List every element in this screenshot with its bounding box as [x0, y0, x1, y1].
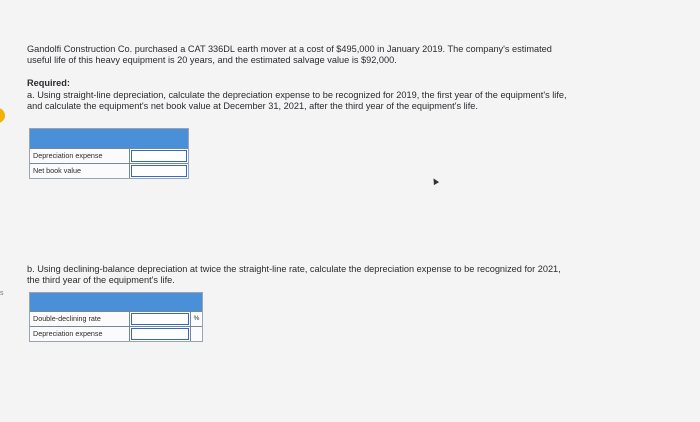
left-margin-text: s	[0, 290, 4, 297]
net-book-value-label: Net book value	[30, 164, 130, 178]
question-indicator-tab	[0, 108, 5, 123]
depreciation-expense-input[interactable]	[131, 328, 189, 340]
double-declining-rate-input[interactable]	[131, 313, 189, 325]
table-header-bar	[30, 129, 188, 149]
depreciation-expense-input-cell[interactable]	[130, 327, 190, 341]
part-b-line-2: the third year of the equipment's life.	[27, 275, 175, 285]
net-book-value-input-cell[interactable]	[130, 164, 188, 178]
part-a-line-2: and calculate the equipment's net book value at December 31, 2021, after the third year of the equipment's life.	[27, 101, 478, 111]
depreciation-expense-input[interactable]	[131, 150, 187, 162]
depreciation-expense-label: Depreciation expense	[30, 149, 130, 163]
part-a-instructions	[27, 90, 637, 112]
table-header-bar	[30, 293, 202, 312]
problem-statement-line-2: useful life of this heavy equipment is 20 years, and the estimated salvage value is $92,000.	[27, 55, 397, 65]
table-row	[30, 312, 202, 327]
table-row	[30, 149, 188, 164]
part-b-answer-table	[29, 292, 203, 342]
double-declining-rate-label: Double-declining rate	[30, 312, 130, 326]
part-a-answer-table	[29, 128, 189, 179]
table-row	[30, 164, 188, 178]
part-b-instructions	[27, 264, 627, 286]
problem-statement	[27, 44, 627, 66]
part-b-line-1: b. Using declining-balance depreciation at twice the straight-line rate, calculate the depreciation expense to be recognized for 2021,	[27, 264, 561, 274]
part-a-line-1: a. Using straight-line depreciation, calculate the depreciation expense to be recognized for 2019, the first year of the equipment's life,	[27, 90, 567, 100]
mouse-pointer-icon	[431, 177, 439, 185]
percent-unit: %	[190, 312, 202, 326]
table-row	[30, 327, 202, 341]
net-book-value-input[interactable]	[131, 165, 187, 177]
problem-statement-line-1: Gandolfi Construction Co. purchased a CAT 336DL earth mover at a cost of $495,000 in January 2019. The company's estimated	[27, 44, 552, 54]
depreciation-expense-input-cell[interactable]	[130, 149, 188, 163]
unit-spacer	[190, 327, 202, 341]
required-heading: Required:	[27, 78, 70, 88]
double-declining-rate-input-cell[interactable]	[130, 312, 190, 326]
depreciation-expense-label: Depreciation expense	[30, 327, 130, 341]
